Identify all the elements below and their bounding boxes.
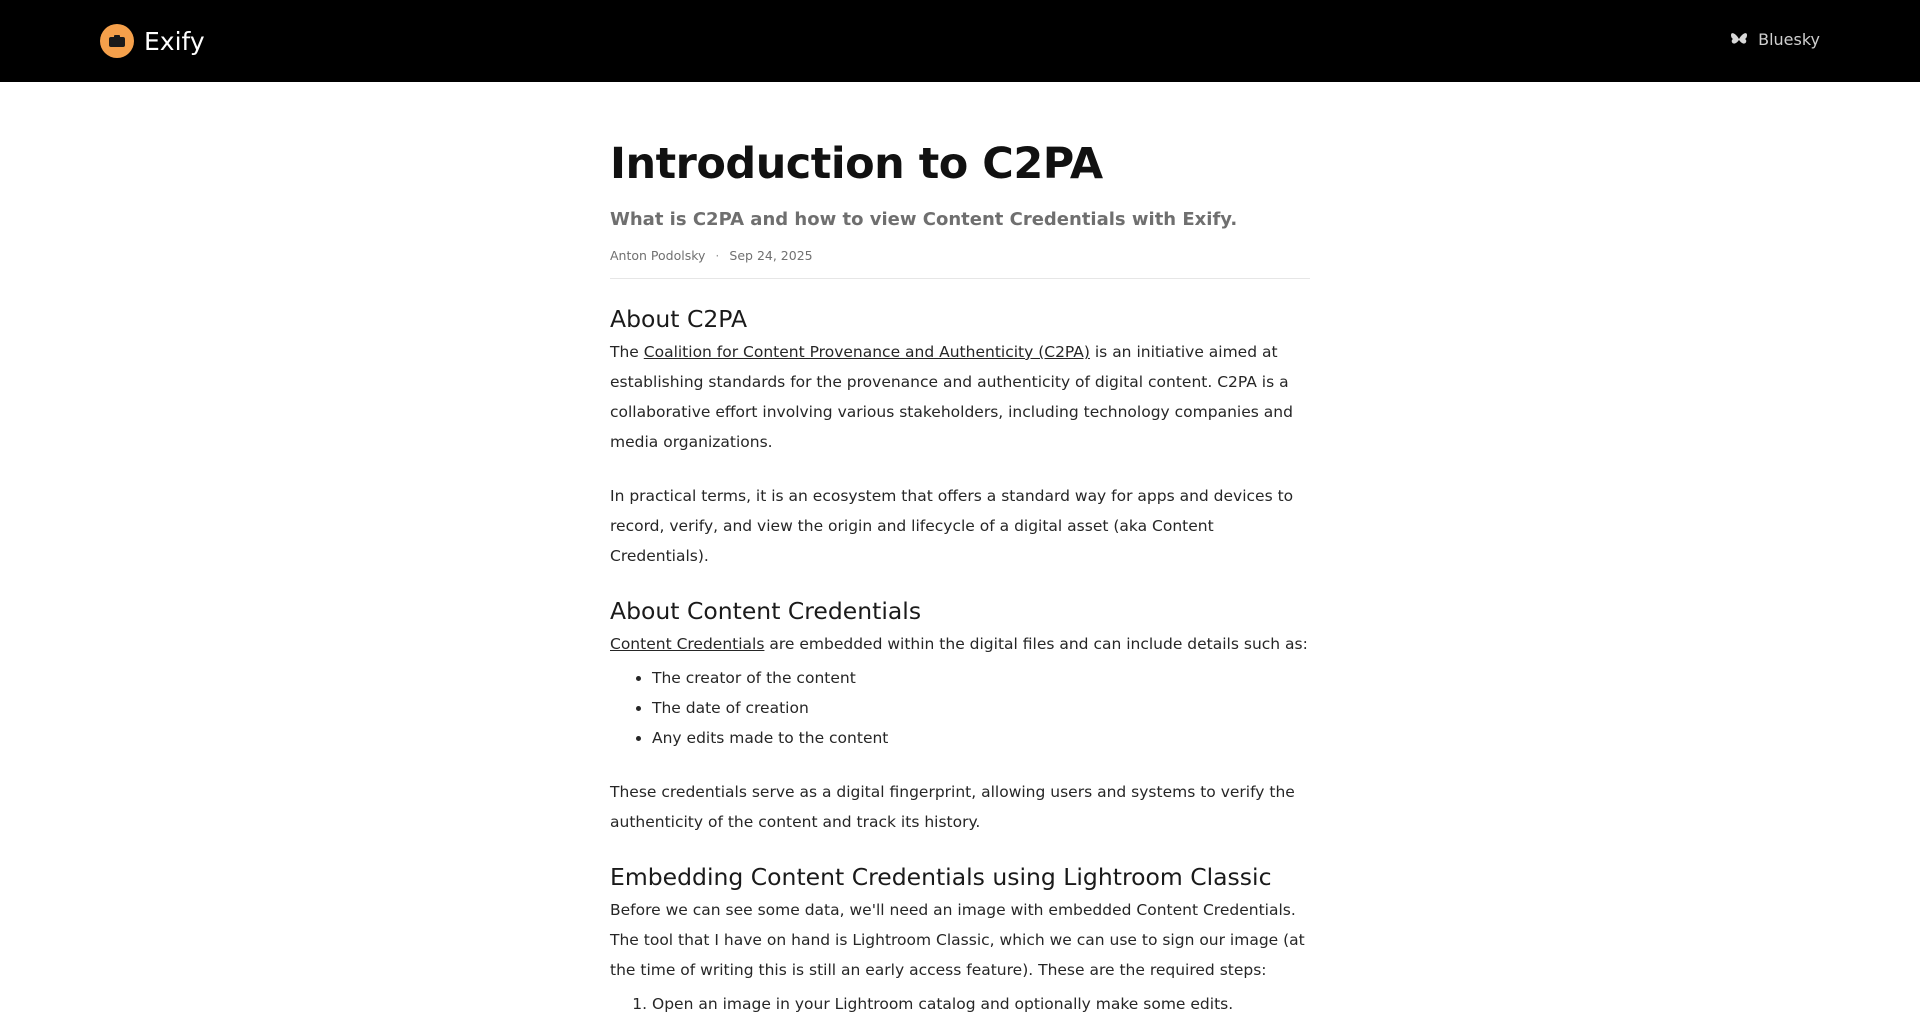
paragraph (610, 337, 1310, 457)
list-item: • The date of creation (652, 693, 1310, 723)
section-heading-embedding-credentials: Embedding Content Credentials using Lightroom Classic (610, 863, 1272, 891)
paragraph-text: The (610, 343, 644, 361)
brand-home-link[interactable] (100, 24, 205, 58)
divider (610, 278, 1310, 279)
camera-icon (100, 24, 134, 58)
list-item: • Any edits made to the content (652, 723, 1310, 753)
publish-date: Sep 24, 2025 (729, 247, 813, 263)
paragraph (610, 629, 1310, 659)
page-subtitle: What is C2PA and how to view Content Credentials with Exify. (610, 209, 1238, 230)
social-link-label: Bluesky (1758, 30, 1820, 49)
section-heading-about-content-credentials: About Content Credentials (610, 597, 922, 625)
paragraph: In practical terms, it is an ecosystem that offers a standard way for apps and devices to record, verify, and view the origin and lifecycle of a digital asset (aka Content Credentials). (610, 487, 1294, 565)
paragraph: Before we can see some data, we'll need an image with embedded Content Credentials. The tool that I have on hand is Lightroom Classic, which we can use to sign our image (at the time of writing this is still an early access feature). These are the required steps: (610, 901, 1305, 979)
brand-name: Exify (144, 26, 205, 56)
article (610, 82, 1310, 1019)
steps-list (610, 989, 1310, 1019)
list-item: 1. Open an image in your Lightroom catalog and optionally make some edits. (652, 989, 1310, 1019)
paragraph: These credentials serve as a digital fingerprint, allowing users and systems to verify the authenticity of the content and track its history. (610, 783, 1295, 831)
butterfly-icon (1730, 32, 1748, 48)
meta-separator: · (715, 247, 720, 263)
top-navigation-bar (0, 0, 1920, 82)
credentials-details-list (610, 663, 1310, 753)
list-item: • The creator of the content (652, 663, 1310, 693)
bluesky-link[interactable] (1730, 30, 1820, 49)
content-credentials-link[interactable]: Content Credentials (610, 635, 765, 653)
paragraph-text: is an initiative aimed at establishing standards for the provenance and authenticity of digital content. C2PA is a collaborative effort involving various stakeholders, including technology companies and media organizations. (610, 343, 1293, 451)
author-name: Anton Podolsky (610, 247, 706, 263)
paragraph-text: are embedded within the digital files and can include details such as: (764, 635, 1308, 653)
c2pa-link[interactable]: Coalition for Content Provenance and Authenticity (C2PA) (643, 343, 1090, 361)
section-heading-about-c2pa: About C2PA (610, 305, 748, 333)
article-meta (610, 246, 1310, 264)
page-title: Introduction to C2PA (610, 139, 1103, 189)
